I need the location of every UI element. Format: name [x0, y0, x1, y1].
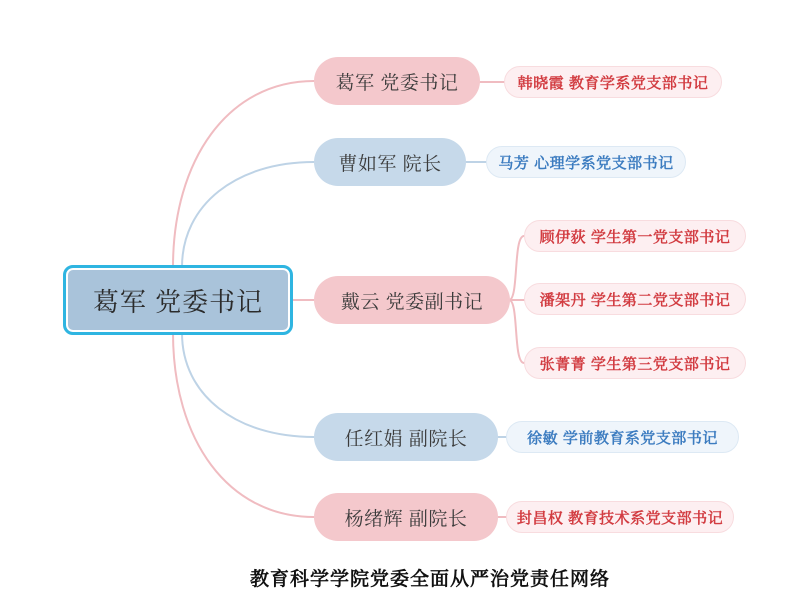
connector-root-branch5 — [173, 333, 314, 517]
leaf-node-xumin[interactable]: 徐敏 学前教育系党支部书记 — [506, 421, 739, 453]
leaf-node-guyidi[interactable]: 顾伊荻 学生第一党支部书记 — [524, 220, 746, 252]
branch-node-geju n[interactable]: 葛军 党委书记 — [314, 57, 480, 105]
branch-node-yangxuhui[interactable]: 杨绪辉 副院长 — [314, 493, 498, 541]
branch-node-daiyun[interactable]: 戴云 党委副书记 — [314, 276, 510, 324]
diagram-title: 教育科学学院党委全面从严治党责任网络 — [249, 569, 610, 590]
root-node[interactable]: 葛军 党委书记 — [63, 265, 293, 335]
leaf-node-hanxiaoxia[interactable]: 韩晓霞 教育学系党支部书记 — [504, 66, 722, 98]
branch-node-renhongjuan[interactable]: 任红娟 副院长 — [314, 413, 498, 461]
leaf-node-mafang[interactable]: 马芳 心理学系党支部书记 — [486, 146, 686, 178]
leaf-node-panjiadan[interactable]: 潘架丹 学生第二党支部书记 — [524, 283, 746, 315]
leaf-node-fengchangquan[interactable]: 封昌权 教育技术系党支部书记 — [506, 501, 734, 533]
leaf-node-zhangjingjing[interactable]: 张菁菁 学生第三党支部书记 — [524, 347, 746, 379]
branch-node-caorujun[interactable]: 曹如军 院长 — [314, 138, 466, 186]
connector-root-branch4 — [182, 333, 314, 437]
connector-root-branch2 — [182, 162, 314, 267]
connector-root-branch1 — [173, 81, 314, 267]
connector-branch3-leaf1 — [509, 236, 524, 300]
connector-branch3-leaf3 — [509, 300, 524, 363]
